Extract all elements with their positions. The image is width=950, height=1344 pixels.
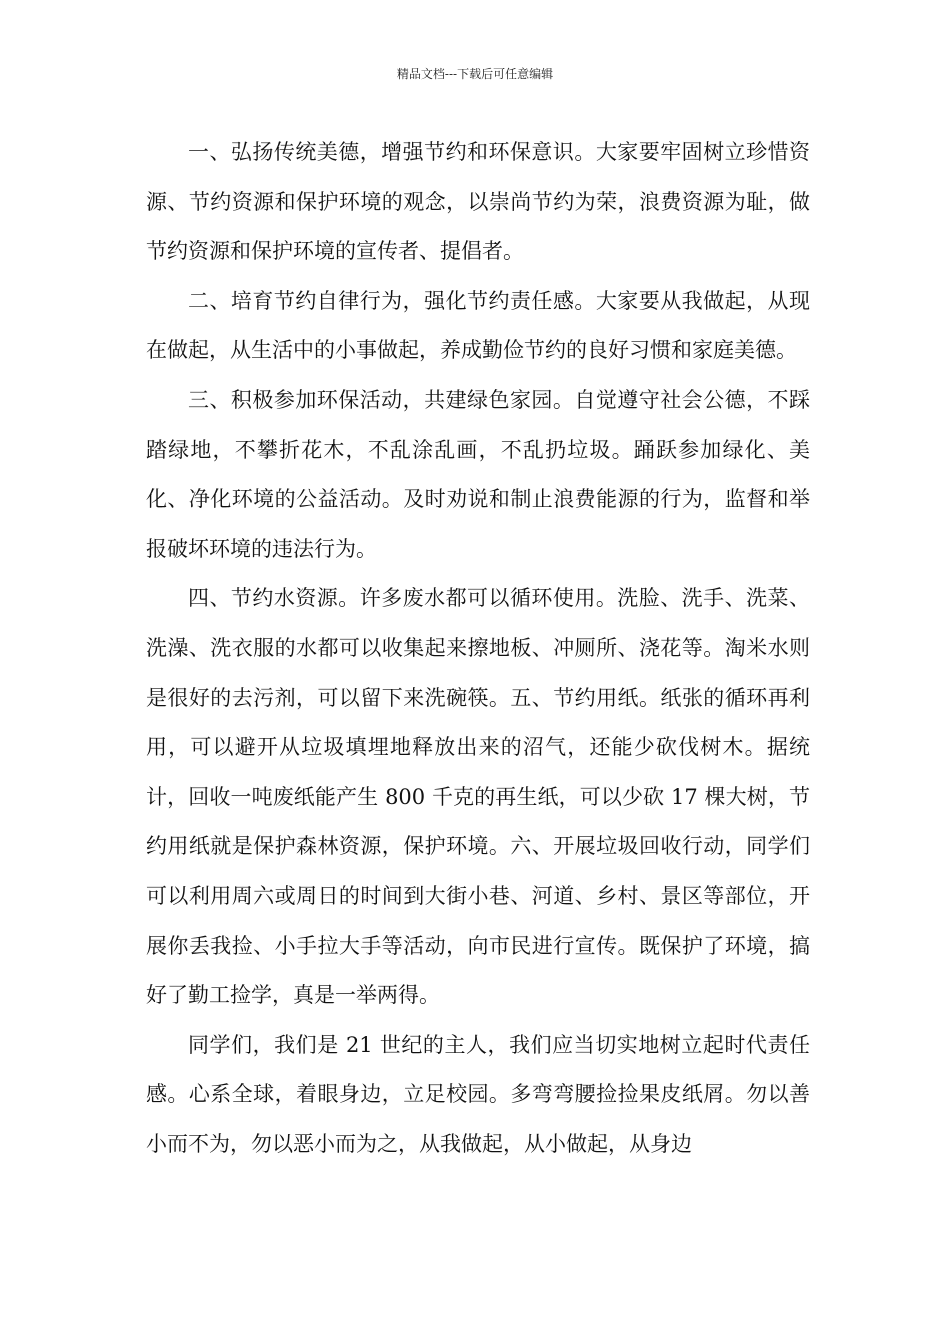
paragraph-3: 三、积极参加环保活动，共建绿色家园。自觉遵守社会公德，不踩踏绿地，不攀折花木，不乱涂乱画，不乱扔垃圾。踊跃参加绿化、美化、净化环境的公益活动。及时劝说和制止浪费能源的行为，监督和举报破坏环境的违法行为。 bbox=[146, 387, 810, 561]
paragraph-1: 一、弘扬传统美德，增强节约和环保意识。大家要牢固树立珍惜资源、节约资源和保护环境的观念，以崇尚节约为荣，浪费资源为耻，做节约资源和保护环境的宣传者、提倡者。 bbox=[146, 140, 810, 264]
page-header: 精品文档---下载后可任意编辑 bbox=[396, 67, 554, 81]
paragraph-4: 四、节约水资源。许多废水都可以循环使用。洗脸、洗手、洗菜、洗澡、洗衣服的水都可以收集起来擦地板、冲厕所、浇花等。淘米水则是很好的去污剂，可以留下来洗碗筷。五、节约用纸。纸张的循环再利用，可以避开从垃圾填埋地释放出来的沼气，还能少砍伐树木。据统计，回收一吨废纸能产生 800 千克的再生纸，可以少砍 17 棵大树，节约用纸就是保护森林资源，保护环境。六、开展垃圾回收行动，同学们可以利用周六或周日的时间到大街小巷、河道、乡村、景区等部位，开展你丢我捡、小手拉大手等活动，向市民进行宣传。既保护了环境，搞好了勤工捡学，真是一举两得。 bbox=[146, 586, 810, 1008]
paragraph-5: 同学们，我们是 21 世纪的主人，我们应当切实地树立起时代责任感。心系全球，着眼身边，立足校园。多弯弯腰捡捡果皮纸屑。勿以善小而不为，勿以恶小而为之，从我做起，从小做起，从身边 bbox=[146, 1032, 810, 1156]
document-body bbox=[146, 128, 810, 1169]
paragraph-2: 二、培育节约自律行为，强化节约责任感。大家要从我做起，从现在做起，从生活中的小事做起，养成勤俭节约的良好习惯和家庭美德。 bbox=[146, 288, 810, 363]
